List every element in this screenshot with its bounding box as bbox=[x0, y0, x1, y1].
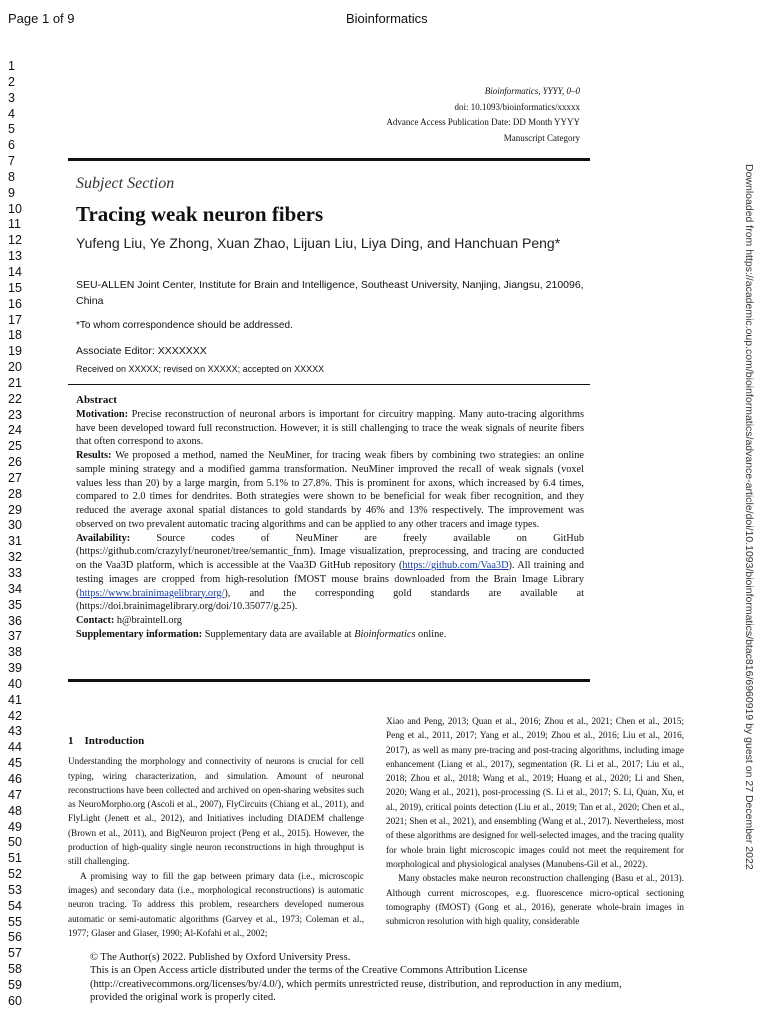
manuscript-category: Manuscript Category bbox=[503, 132, 580, 143]
abstract-heading: Abstract bbox=[76, 394, 117, 406]
supplementary-label: Supplementary information: bbox=[76, 628, 203, 640]
line-number: 58 bbox=[8, 962, 22, 977]
line-number: 26 bbox=[8, 455, 22, 470]
license-line-3: provided the original work is properly cited. bbox=[90, 991, 276, 1003]
correspondence-note: *To whom correspondence should be addressed. bbox=[76, 320, 293, 331]
line-number: 16 bbox=[8, 296, 22, 311]
line-number: 43 bbox=[8, 724, 22, 739]
line-number: 23 bbox=[8, 407, 22, 422]
line-number: 15 bbox=[8, 280, 22, 295]
line-number: 54 bbox=[8, 898, 22, 913]
right-column bbox=[386, 714, 684, 928]
line-number: 2 bbox=[8, 74, 15, 89]
line-number: 46 bbox=[8, 771, 22, 786]
abstract bbox=[76, 394, 584, 642]
section-heading bbox=[68, 734, 364, 748]
line-number: 44 bbox=[8, 740, 22, 755]
affiliation: SEU-ALLEN Joint Center, Institute for Brain and Intelligence, Southeast University, Nanjing, Jiangsu, 210096, China bbox=[76, 279, 584, 307]
line-number: 33 bbox=[8, 566, 22, 580]
intro-paragraph-1: Understanding the morphology and connectivity of neurons is crucial for cell typing, wiring characterization, and simulation. Amount of neuronal reconstructions have been collected and archived on open-sharing websites such as NeuroMorpho.org (Ascoli et al., 2007), FlyCircuits (Chiang et al., 2011), and FlyLight (Jenett et al., 2012), and Initiatives including DIADEM challenge (Brown et al., 2011), and BigNeuron project (Peng et al., 2015). However, the production of high-quality single neuron reconstructions in high throughput is still challenging. bbox=[68, 756, 364, 867]
line-number: 42 bbox=[8, 708, 22, 723]
line-number: 56 bbox=[8, 930, 22, 945]
journal-header: Bioinformatics bbox=[346, 11, 428, 26]
line-number: 47 bbox=[8, 787, 22, 802]
line-number: 6 bbox=[8, 138, 15, 153]
abstract-contact bbox=[76, 614, 584, 628]
line-number: 30 bbox=[8, 518, 22, 533]
line-number: 48 bbox=[8, 803, 22, 818]
line-number: 13 bbox=[8, 249, 22, 264]
line-number: 29 bbox=[8, 502, 22, 517]
contact-label: Contact: bbox=[76, 615, 115, 626]
journal-info bbox=[386, 84, 580, 146]
associate-editor: Associate Editor: XXXXXXX bbox=[76, 345, 207, 357]
line-number: 24 bbox=[8, 423, 22, 438]
motivation-text: Precise reconstruction of neuronal arbors is important for circuitry mapping. Many auto-tracing algorithms have been developed toward full reconstruction. However, it is still challenging to trace the weak signals of neurite fibers that often correspond to axons. bbox=[76, 408, 584, 448]
line-number: 21 bbox=[8, 375, 22, 390]
line-number: 52 bbox=[8, 867, 22, 882]
line-number: 41 bbox=[8, 692, 22, 707]
line-number: 50 bbox=[8, 835, 22, 850]
line-numbers bbox=[8, 59, 38, 1010]
abstract-motivation bbox=[76, 408, 584, 449]
abstract-availability bbox=[76, 532, 584, 615]
line-number: 55 bbox=[8, 914, 22, 929]
journal-doi: doi: 10.1093/bioinformatics/xxxxx bbox=[454, 101, 580, 112]
availability-text-1: Source codes of NeuMiner are freely available on GitHub (https://github.com/crazylyf/neuronet/tree/semantic_fnm). Image visualization, preprocessing, and tracing are conducted on the Vaa3D platform, which is accessible at the Vaa3D GitHub repository ( bbox=[76, 532, 585, 571]
line-number: 32 bbox=[8, 550, 22, 565]
authors: Yufeng Liu, Ye Zhong, Xuan Zhao, Lijuan Liu, Liya Ding, and Hanchuan Peng* bbox=[76, 235, 561, 251]
contact-email: h@braintell.org bbox=[116, 615, 182, 626]
download-watermark-text: Downloaded from https://academic.oup.com/bioinformatics/advance-article/doi/10.1093/bioinformatics/btac816/6960919 by guest on 27 December 2022 bbox=[743, 164, 755, 870]
availability-label: Availability: bbox=[76, 532, 131, 544]
paper-title: Tracing weak neuron fibers bbox=[76, 202, 324, 226]
line-number: 39 bbox=[8, 661, 22, 676]
line-number: 17 bbox=[8, 312, 22, 327]
section-title: Introduction bbox=[84, 735, 145, 747]
line-number: 3 bbox=[8, 90, 15, 105]
line-number: 18 bbox=[8, 328, 22, 343]
brain-image-library-link[interactable]: https://www.brainimagelibrary.org/ bbox=[79, 587, 225, 599]
received-dates: Received on XXXXX; revised on XXXXX; accepted on XXXXX bbox=[76, 364, 325, 374]
line-number: 59 bbox=[8, 977, 22, 992]
page-counter: Page 1 of 9 bbox=[8, 11, 75, 26]
section-number: 1 bbox=[68, 735, 74, 747]
line-number: 38 bbox=[8, 645, 22, 660]
line-number: 57 bbox=[8, 946, 22, 961]
abstract-results bbox=[76, 449, 584, 532]
license-footer bbox=[90, 951, 690, 1004]
line-number: 25 bbox=[8, 439, 22, 454]
line-number: 12 bbox=[8, 233, 22, 248]
line-number: 34 bbox=[8, 581, 22, 596]
intro-paragraph-4: Many obstacles make neuron reconstruction challenging (Basu et al., 2013). Although current microscopes, e.g. fluorescence micro-optical sectioning tomography (fMOST) (Gong et al., 2016), generate whole-brain images in submicron resolution with high quality, considerable bbox=[386, 873, 684, 927]
line-number: 9 bbox=[8, 185, 15, 200]
vaa3d-link[interactable]: https://github.com/Vaa3D bbox=[402, 560, 509, 571]
intro-paragraph-3: Xiao and Peng, 2013; Quan et al., 2016; Zhou et al., 2021; Chen et al., 2015; Peng et al., 2011, 2017; Yang et al., 2019; Zhou et al., 2016; Liu et al., 2016, 2017), as well as many pre-tracing and post-tracing algorithms, including image enhancement (Liang et al., 2017), segmentation (R. Li et al., 2017; Liu et al., 2018; Zhou et al., 2018; Wang et al., 2019; Huang et al., 2020; Li and Shen, 2020; Wang et al., 2021), post-processing (S. Li et al., 2017; S. Li, Quan, Xu, et al., 2019), critical points detection (Liu et al., 2019; Tan et al., 2020; Chen et al., 2021; Shen et al., 2021), and ensembling (Wang et al., 2017). Nevertheless, most of these algorithms are designed for well-selected images, and the tracing quality for whole brain light microscopic images could not meet the requirement for morphological and physiological analyses (Manubens-Gil et al., 2022). bbox=[386, 716, 684, 869]
line-number: 14 bbox=[8, 264, 22, 279]
line-number: 10 bbox=[8, 201, 22, 216]
line-number: 5 bbox=[8, 122, 15, 137]
supplementary-journal: Bioinformatics bbox=[354, 628, 416, 640]
line-number: 19 bbox=[8, 344, 22, 359]
license-line-1: This is an Open Access article distributed under the terms of the Creative Commons Attribution License bbox=[90, 965, 528, 977]
subject-section: Subject Section bbox=[76, 175, 175, 192]
availability-text-2: ). All training and testing images are cropped from high-resolution fMOST mouse brains downloaded from the Brain Image Library ( bbox=[76, 560, 584, 599]
availability-text-3: ), and the corresponding gold standards are available at (https://doi.brainimagelibrary.org/doi/10.35077/g.25). bbox=[76, 587, 584, 613]
download-watermark bbox=[742, 164, 756, 884]
line-number: 37 bbox=[8, 629, 22, 644]
line-number: 27 bbox=[8, 470, 22, 485]
line-number: 7 bbox=[8, 154, 15, 169]
top-rule bbox=[68, 158, 590, 161]
copyright-line: © The Author(s) 2022. Published by Oxford University Press. bbox=[90, 952, 351, 963]
license-line-2: (http://creativecommons.org/licenses/by/4.0/), which permits unrestricted reuse, distribution, and reproduction in any medium, bbox=[90, 978, 622, 990]
abstract-bottom-rule bbox=[68, 679, 590, 682]
line-number: 28 bbox=[8, 486, 22, 501]
advance-access-date: Advance Access Publication Date: DD Month YYYY bbox=[386, 117, 580, 127]
journal-citation: Bioinformatics, YYYY, 0–0 bbox=[484, 86, 580, 96]
line-number: 31 bbox=[8, 534, 22, 549]
line-number: 45 bbox=[8, 756, 22, 771]
intro-paragraph-2: A promising way to fill the gap between primary data (i.e., microscopic images) and secondary data (i.e., morphological reconstructions) is automatic neuron tracing. To address this problem, researchers developed numerous automatic or semi-automatic algorithms (Garvey et al., 1973; Coleman et al., 1977; Glaser and Glaser, 1990; Al-Kofahi et al., 2002; bbox=[68, 870, 364, 938]
line-number: 40 bbox=[8, 676, 22, 691]
line-number: 8 bbox=[8, 169, 15, 184]
abstract-top-rule bbox=[68, 384, 590, 385]
line-number: 49 bbox=[8, 819, 22, 834]
results-label: Results: bbox=[76, 450, 112, 461]
line-number: 36 bbox=[8, 613, 22, 628]
left-column bbox=[68, 734, 364, 940]
line-number: 35 bbox=[8, 597, 22, 612]
line-number: 1 bbox=[8, 59, 15, 73]
line-number: 20 bbox=[8, 360, 22, 375]
motivation-label: Motivation: bbox=[76, 408, 129, 420]
line-number: 11 bbox=[8, 217, 21, 232]
results-text: We proposed a method, named the NeuMiner, for tracing weak fibers by combining two strategies: an online sample mining strategy and a modified gamma transformation. NeuMiner improved the recall of weak signals (voxel values less than 20) by a large margin, from 5.1% to 27.8%. This is prominent for axons, which increased by 6.4 times, compared to 2.0 times for dendrites. Both strategies were shown to be beneficial for weak fiber recognition, and they reduced the average axonal spatial distances to gold standards by 46% and 13% respectively. The improvement was observed on two prevalent automatic tracing algorithms and can be applied to any other tracers and image types. bbox=[76, 450, 584, 530]
abstract-supplementary bbox=[76, 628, 584, 642]
line-number: 53 bbox=[8, 882, 22, 897]
line-number: 22 bbox=[8, 391, 22, 406]
line-number: 60 bbox=[8, 993, 22, 1008]
line-number: 51 bbox=[8, 851, 22, 866]
line-number: 4 bbox=[8, 106, 15, 121]
supplementary-text-2: online. bbox=[418, 628, 447, 640]
supplementary-text-1: Supplementary data are available at bbox=[204, 628, 352, 640]
